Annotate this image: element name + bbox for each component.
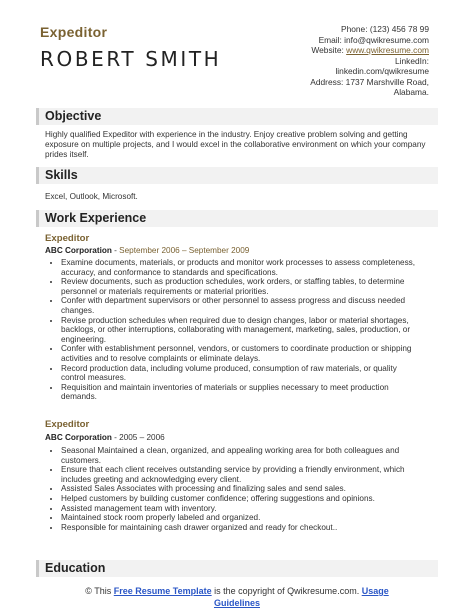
job-1-bullets: [49, 258, 421, 402]
contact-address-line1: Address: 1737 Marshville Road,: [310, 76, 429, 87]
list-item: • Helped customers by building customer confidence; offering suggestions and opinions.: [61, 494, 421, 504]
job-1-title: Expeditor: [45, 233, 90, 244]
footer-line-2: [0, 597, 474, 609]
job-2-dates: 2005 – 2006: [119, 433, 165, 442]
objective-text: Highly qualified Expeditor with experience in the industry. Enjoy creative problem solving and getting exposure on multiple projects, and I would excel in the collaborative environment on which your company prides itself.: [45, 130, 426, 160]
contact-linkedin-value: linkedin.com/qwikresume: [335, 66, 429, 76]
list-item: • Assisted Sales Associates with processing and finalizing sales and send sales.: [61, 484, 421, 494]
footer-line-1: [0, 585, 474, 597]
list-item: • Confer with establishment personnel, vendors, or customers to coordinate production or shipping activities and to resolve complaints or eliminate delays.: [61, 344, 421, 363]
list-item: • Requisition and maintain inventories of materials or supplies necessary to meet production demands.: [61, 383, 421, 402]
list-item: • Responsible for maintaining cash drawer organized and ready for checkout..: [61, 523, 421, 533]
job-2-separator: -: [111, 433, 120, 442]
candidate-name: ROBERT SMITH: [40, 47, 222, 71]
list-item: • Revise production schedules when required due to design changes, labor or material shortages, backlogs, or other interruptions, collaborating with management, marketing, sales, production, or engineering.: [61, 316, 421, 345]
job-2-bullets: [49, 446, 421, 532]
skills-text: Excel, Outlook, Microsoft.: [45, 192, 138, 201]
contact-phone: Phone: (123) 456 78 99: [340, 24, 429, 34]
job-1-separator: -: [111, 246, 120, 255]
list-item: • Examine documents, materials, or products and monitor work processes to assess completeness, accuracy, and conformance to standards and specifications.: [61, 258, 421, 277]
job-2-title: Expeditor: [45, 419, 90, 430]
usage-guidelines-link-part2[interactable]: Guidelines: [213, 598, 260, 608]
contact-website: [310, 45, 429, 56]
copyright-icon: ©: [85, 586, 92, 596]
contact-linkedin-label: LinkedIn:: [395, 55, 429, 66]
list-item: • Ensure that each client receives outstanding service by providing a friendly environment, which includes greeting and acknowledging every client.: [61, 465, 421, 484]
copyright-footer: [0, 585, 474, 609]
job-1-dates: September 2006 – September 2009: [119, 246, 250, 255]
skills-heading: Skills: [36, 167, 438, 184]
job-1-company-line: [45, 246, 249, 255]
list-item: • Maintained stock room properly labeled and organized.: [61, 513, 421, 523]
footer-middle: is the copyright of Qwikresume.com.: [211, 586, 362, 596]
job-2-company: ABC Corporation: [45, 433, 112, 442]
website-link[interactable]: www.qwikresume.com: [346, 45, 429, 55]
footer-this: This: [91, 586, 114, 596]
contact-block: [310, 24, 429, 98]
free-resume-template-link[interactable]: Free Resume Template: [113, 586, 212, 596]
contact-email: Email: info@qwikresume.com: [318, 34, 429, 45]
list-item: • Seasonal Maintained a clean, organized, and appealing working area for both colleagues and customers.: [61, 446, 421, 465]
list-item: • Review documents, such as production schedules, work orders, or staffing tables, to determine personnel or materials requirements or material priorities.: [61, 277, 421, 296]
website-label: Website:: [311, 45, 347, 55]
job-1-company: ABC Corporation: [45, 246, 112, 255]
list-item: • Confer with department supervisors or other personnel to assess progress and discuss needed changes.: [61, 296, 421, 315]
objective-heading: Objective: [36, 108, 438, 125]
work-experience-heading: Work Experience: [36, 210, 438, 227]
contact-address-line2: Alabama.: [393, 87, 429, 97]
usage-guidelines-link-part1[interactable]: Usage: [361, 586, 389, 596]
list-item: • Record production data, including volume produced, consumption of raw materials, or quality control measures.: [61, 364, 421, 383]
job-2-company-line: [45, 433, 165, 442]
list-item: • Assisted management team with inventory.: [61, 504, 421, 514]
header-job-title: Expeditor: [40, 24, 108, 40]
education-heading: Education: [36, 560, 438, 577]
